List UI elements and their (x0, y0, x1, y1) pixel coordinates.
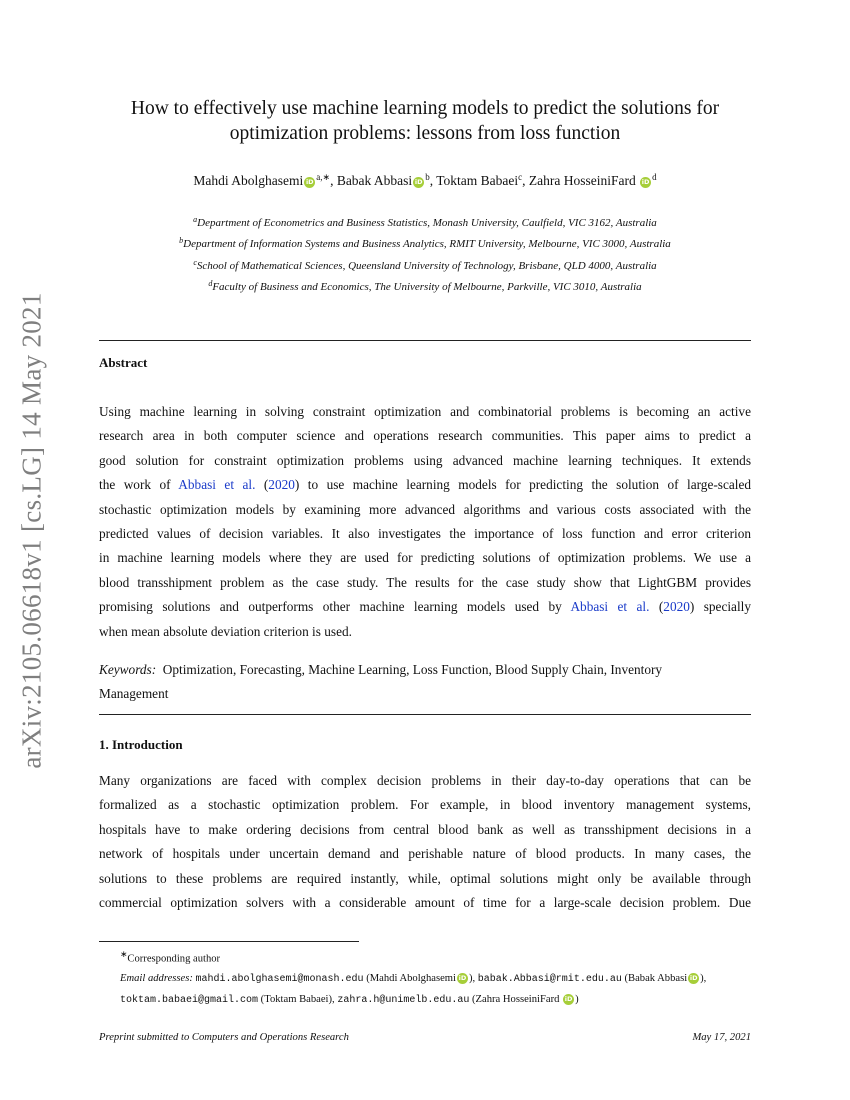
author: Toktam Babaei$^c$, (436, 172, 529, 188)
citation-year-link[interactable]: 2020 (268, 477, 295, 493)
footnote-rule (99, 941, 359, 942)
abstract-line: predicted values of decision variables. It also investigates the importance of loss function and error criterion (99, 526, 751, 542)
paper-title (100, 96, 750, 146)
abstract-line: blood transshipment problem as the case study. The results for the case study show that LightGBM provides (99, 574, 751, 590)
intro-line: hospitals have to make ordering decisions from central blood bank as well as transshipment decisions in a (99, 821, 751, 837)
orcid-icon[interactable]: iD (414, 178, 423, 186)
abstract-line: stochastic optimization models by examining more advanced algorithms and various costs associated with the (99, 501, 751, 517)
citation-year-link[interactable]: 2020 (663, 599, 690, 615)
keywords-list: Optimization, Forecasting, Machine Learning, Loss Function, Blood Supply Chain, Inventory (156, 662, 663, 677)
abstract-bottom-rule (99, 714, 751, 715)
abstract-body (99, 400, 751, 644)
footer-date: May 17, 2021 (692, 1032, 751, 1043)
orcid-icon[interactable]: iD (689, 974, 698, 983)
introduction-heading: 1. Introduction (99, 737, 183, 752)
introduction-body (99, 769, 751, 915)
orcid-icon[interactable]: iD (564, 994, 573, 1003)
title-line-2: optimization problems: lessons from loss function (229, 123, 621, 144)
abstract-line: research area in both computer science and operations research communities. This paper aims to predict a (99, 428, 751, 444)
abstract-line: good solution for constraint optimization problems using advanced machine learning techniques. It extends (99, 452, 751, 468)
affiliation: $^a$Department of Econometrics and Business Statistics, Monash University, Caulfield, VIC 3162, Australia (193, 215, 657, 229)
title-line-1: How to effectively use machine learning models to predict the solutions for (130, 98, 720, 119)
orcid-icon[interactable]: iD (458, 974, 467, 983)
email-link[interactable]: babak.Abbasi@rmit.edu.au (477, 974, 622, 986)
page-footer (99, 1032, 751, 1043)
affiliation: $^d$Faculty of Business and Economics, The University of Melbourne, Parkville, VIC 3010, Australia (208, 278, 642, 293)
abstract-line: in machine learning models where they are used for predicting solutions of optimization problems. We use a (99, 550, 751, 566)
intro-line: Many organizations are faced with complex decision problems in their day-to-day operations that can be (99, 773, 751, 788)
email-link[interactable]: toktam.babaei@gmail.com (120, 994, 259, 1006)
abstract-line: when mean absolute deviation criterion is used. (99, 623, 352, 639)
email-link[interactable]: mahdi.abolghasemi@monash.edu (195, 974, 364, 986)
affiliation: $^c$School of Mathematical Sciences, Queensland University of Technology, Brisbane, QLD 4000, Australia (193, 257, 657, 272)
intro-line: network of hospitals under uncertain demand and perishable nature of blood products. In many cases, the (99, 846, 751, 862)
arxiv-side-stamp (12, 285, 52, 775)
author-list (100, 173, 750, 189)
corresponding-author-note: ∗Corresponding author (120, 949, 221, 965)
email-addresses: Email addresses: mahdi.abolghasemi@monash.edu (Mahdi Abolghasemi iD ), babak.Abbasi@rmit.edu.au (Babak Abbasi iD ), toktam.babaei@gmail.com (Toktam Babaei), zahra.h@unimelb.edu.au (Zahra HosseiniFard iD ) (120, 973, 707, 1006)
orcid-icon[interactable]: iD (305, 178, 314, 186)
author: Zahra HosseiniFard iD $^d$ (528, 172, 657, 188)
affiliation-list (100, 213, 750, 298)
affiliation: $^b$Department of Information Systems and Business Analytics, RMIT University, Melbourne, VIC 3000, Australia (179, 236, 671, 251)
abstract-heading: Abstract (99, 355, 148, 370)
preprint-note: Preprint submitted to Computers and Operations Research (99, 1032, 349, 1043)
footnote (99, 945, 751, 1010)
abstract-line: promising solutions and outperforms other machine learning models used by Abbasi et al. (2020) specially (99, 599, 751, 615)
abstract-top-rule (99, 340, 751, 341)
abstract-line: Using machine learning in solving constraint optimization and combinatorial problems is becoming an active (99, 404, 751, 419)
author: Babak Abbasi iD $^b$, (336, 172, 437, 188)
abstract-line: the work of Abbasi et al. (2020) to use machine learning models for predicting the solution of large-scaled (99, 477, 751, 493)
intro-line: solutions to these problems are required instantly, while, optimal solutions might only be available through (99, 870, 751, 886)
intro-line: commercial optimization solvers with a considerable amount of time for a large-scale decision problem. Due (99, 895, 751, 911)
author: Mahdi Abolghasemi iD $^{a,∗}$, (193, 172, 337, 188)
intro-line: formalized as a stochastic optimization problem. For example, in blood inventory management systems, (99, 797, 751, 813)
keywords-list-continued: Management (99, 686, 169, 701)
email-link[interactable]: zahra.h@unimelb.edu.au (337, 994, 470, 1006)
keywords-label: Keywords: (99, 662, 157, 677)
orcid-icon[interactable]: iD (641, 178, 650, 186)
citation-link[interactable]: Abbasi et al. (570, 599, 650, 615)
arxiv-identifier: arXiv:2105.06618v1 [cs.LG] 14 May 2021 (16, 291, 47, 769)
citation-link[interactable]: Abbasi et al. (178, 477, 256, 493)
keywords (99, 658, 751, 706)
